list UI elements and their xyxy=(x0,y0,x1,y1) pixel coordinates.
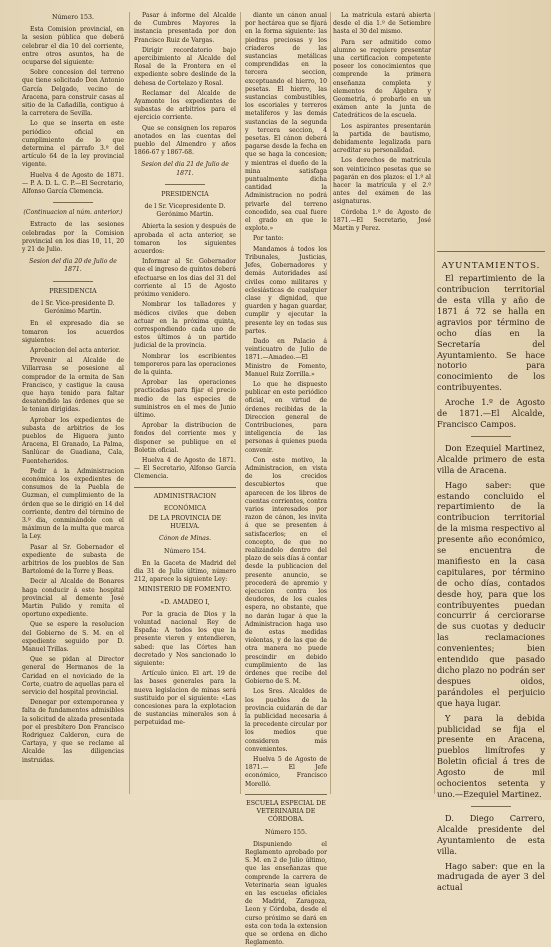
column-3 xyxy=(245,12,327,947)
presidency-name: de l Sr. Vicepresidente D. Gerónimo Martin. xyxy=(144,203,226,219)
paragraph: El repartimiento de la contribucion territorial de esta villa y año de 1871 á 72 se halla en agravios por término de ocho días en la Secretaría del Ayuntamiento. Se hace notorio para conocimiento de los contribuyentes. xyxy=(437,273,545,393)
paragraph: Dispuniendo el Reglamento aprobado por S. M. en 2 de Julio último, que las enseñanzas que comprende la carrera de Veterinaria sean iguales en las escuelas oficiales de Madrid, Zaragoza, Leon y Córdoba, desde el curso próximo se dará en esta con toda la extension que se ordena en dicho Reglamento. xyxy=(245,840,327,947)
paragraph: Que se espere la resolucion del Gobierno de S. M. en el expediente seguido por D. Manuel Trillas. xyxy=(22,621,124,654)
presidency-heading: PRESIDENCIA xyxy=(161,190,209,198)
session-title: Sesion del dia 20 de Julio de 1871. xyxy=(29,258,117,274)
column-rule xyxy=(129,12,130,794)
paragraph: Mandamos á todos los Tribunales, Justicias, Jefes, Gobernadores y demás Autoridades así civiles como militares y eclesiásticas de cualquier clase y dignidad, que guarden y hagan guardar, cumplir y ejecutar la presente ley en todas sus partes. xyxy=(245,245,327,335)
section-subheading: DE LA PROVINCIA DE HUELVA. xyxy=(148,514,222,531)
paragraph: diante un cánon anual por hectárea que se fijará en la forma siguiente: las piedras preciosas y los criaderos de las sustancias metálicas comprendidas en la tercera seccion, exceptuando el hierro, 10 pesetas. El hierro, las sustancias combustibles, los escoriales y terreros metalíferos y las demás sustancias de la segunda y tercera seccion, 4 pesetas. El cánon deberá pagarse desde la fecha en que se haga la concesion; y mientras el dueño de la mina satisfaga puntualmente dicha cantidad la Administracion no podrá privarle del terreno concedido, sea cual fuere el grado en que le explote.» xyxy=(245,12,327,233)
paragraph: Pedir á la Administracion económica los expedientes de consumos de la Puebla de Guzman, el cumplimiento de la órden que se le dirigió en 14 del corriente, dentro del término de 3.º dia, conminándole con el máximun de la multa que marca la Ley. xyxy=(22,467,124,541)
signature: Aroche 1.º de Agosto de 1871.—El Alcalde, Francisco Campos. xyxy=(437,397,545,429)
separator xyxy=(245,794,327,795)
notice-number: Número 155. xyxy=(264,828,308,836)
separator xyxy=(53,281,93,282)
column-5 xyxy=(437,246,545,893)
separator xyxy=(165,184,205,185)
presidency-heading: PRESIDENCIA xyxy=(49,287,97,295)
paragraph: Extracto de las sesiones celebradas por la Comision provincial en los dias 10, 11, 20 y 21 de Julio. xyxy=(22,221,124,254)
paragraph: Abierta la sesion y después de aprobada el acta anterior, se tomaron los siguientes acuerdos: xyxy=(134,223,236,256)
paragraph: Aprobacion del acta anterior. xyxy=(30,346,121,354)
separator xyxy=(53,202,93,203)
column-rule xyxy=(330,12,331,794)
paragraph: Pasar al Sr. Gobernador el expediente de subasta de arbitrios de los pueblos de San Bartolomé de la Torre y Beas. xyxy=(22,543,124,576)
king-heading: «D. AMADEO I, xyxy=(160,598,210,606)
session-title: Sesion del dia 21 de Julio de 1871. xyxy=(141,161,229,177)
section-subheading: ECONÓMICA xyxy=(163,504,207,512)
paragraph: Decir al Alcalde de Bonares haga conducir á este hospital provincial al demente José Martin Pulido y remita el oportuno expediente. xyxy=(22,578,124,619)
column-rule xyxy=(434,12,435,794)
column-4 xyxy=(333,12,431,794)
presidency-name: de l Sr. Vice-presidente D. Gerónimo Martin. xyxy=(31,299,115,316)
notice-number: Número 153. xyxy=(51,14,95,21)
paragraph: Denegar por extemporanea y falta de fundamentos admisibles la solicitud de alzada presentada por el presbítero Don Francisco Rodriguez Calderon, cura de Cartaya, y que se reclame al Alcalde las diligencias instruidas. xyxy=(22,699,124,764)
paragraph: En la Gaceta de Madrid del dia 31 de Julio último, número 212, aparece la siguiente Ley: xyxy=(134,559,236,584)
separator xyxy=(471,436,511,437)
paragraph: Los aspirantes presentarán la partida de bautismo, debidamente legalizada para acreditar su personalidad. xyxy=(333,122,431,155)
paragraph: La matrícula estará abierta desde el dia 1.º de Setiembre hasta el 30 del mismo. xyxy=(333,12,431,36)
paragraph: Informar al Sr. Gobernador que el ingreso de quintos deberá efectuarse en los dias del 31 del corriente al 15 de Agosto próximo venidero. xyxy=(134,258,236,299)
section-heading: ADMINISTRACION xyxy=(153,492,217,500)
paragraph: Por tanto: xyxy=(253,235,284,243)
paragraph: Hago saber: que en la madrugada de ayer 3 del actual xyxy=(437,860,545,893)
paragraph: D. Diego Carrero, Alcalde presidente del Ayuntamiento de esta villa. xyxy=(437,812,545,856)
paragraph: Pasar á informe del Alcalde de Cumbres Mayores la instancia presentada por don Francisco Ruiz de Vargas. xyxy=(134,12,236,44)
paragraph: Nombrar los escribientes temporeros para las operaciones de la quinta. xyxy=(134,352,236,376)
continuation-note: (Continuacion al núm. anterior.) xyxy=(23,209,123,217)
paragraph: En el expresado dia se tomaron los acuerdos siguientes: xyxy=(22,320,124,344)
paragraph: Hago saber: que estando concluido el repartimiento de la contribucion territorial de la misma respectivo al presente año económico, se encuentra de manifiesto en la casa capitulares, por término de ocho días, contados desde hoy, para que los contribuyentes puedan concurrir á cerciorarse de sus cuotas y deducir las reclamaciones convenientes; bien entendido que pasado dicho plazo no podrán ser despues oidos, parándoles el perjuicio que haya lugar. xyxy=(437,479,545,708)
paragraph: Dirigir recordatorio bajo apercibimiento al Alcalde del Rosal de la Frontera en el expediente sobre deslinde de la dehesa de Cortelazo y Rosal. xyxy=(134,46,236,87)
paragraph: Reclamar del Alcalde de Ayamonte los expedientes de subastas de arbitrios para el ejercicio corriente. xyxy=(134,89,236,122)
ministry-heading: MINISTERIO DE FOMENTO. xyxy=(138,586,232,594)
paragraph: Que se consignen los reparos anotados en las cuentas del pueblo del Almendro y años 1866-67 y 1867-68. xyxy=(134,124,236,157)
paragraph: Esta Comision provincial, en la sesion pública que deberá celebrar el dia 10 del corriente, entre otros asuntos, ha de ocuparse del siguiente: xyxy=(22,26,124,67)
paragraph: Aprobar los expedientes de subasta de arbitrios de los pueblos de Higuera junto Aracena, El Granado, La Palma, Sanlúcar de Guadiana, Cala, Fuenteheridos. xyxy=(22,416,124,465)
paragraph: Dado en Palacio á veinticuatro de Julio de 1871.—Amadeo.—El Ministro de Fomento, Manuel Ruiz Zorrilla.» xyxy=(245,337,327,378)
paragraph: Nombrar los talladores y médicos civiles que deben actuar en la próxima quinta, correspondiendo cada uno de estos últimos á un partido judicial de la provincia. xyxy=(134,301,236,350)
paragraph: Para ser admitido como alumno se requiere presentar una certificacion competente poseer los conocimientos que comprende la primera enseñanza completa y elementos de Álgebra y Geometría, ó probarlo en un exámen ante la junta de Catedráticos de la escuela. xyxy=(333,38,431,120)
paragraph: Y para la debida publicidad se fija el presente en Aracena, pueblos limítrofes y Boletin oficial á tres de Agosto de mil ochocientos setenta y uno.—Ezequiel Martinez. xyxy=(437,712,545,799)
separator xyxy=(134,487,236,488)
paragraph: Aprobar la distribucion de fondos del corriente mes y disponer se publique en el Boletin oficial. xyxy=(134,422,236,454)
paragraph: Con este motivo, la Administracion, en vista de los crecidos descubiertos que aparecen de los libros de cuentas corrientes, contra varios interesados por razon de cánon, les invita á que se presenten á satisfacerlos; en el concepto, de que no realizándolo dentro del plazo de seis días á contar desde la publicacion del presente anuncio, se procederá de apremio y ejecucion contra los deudores, de los cuales espera, no obstante, que no darán lugar á que la Administracion haga uso de estas medidas violentas, y de las que de otra manera no puede prescindir en debido cumplimiento de las órdenes que recibe del Gobierno de S. M. xyxy=(245,456,327,686)
column-rule xyxy=(240,12,241,794)
column-2 xyxy=(134,12,236,794)
paragraph: Lo que he dispuesto publicar en este periódico oficial, en virtud de órdenes recibidas de la Direccion general de Contribuciones, para inteligencia de las personas á quienes pueda convenir. xyxy=(245,380,327,454)
separator xyxy=(437,251,545,252)
paragraph: Sobre concesion del terreno que tiene solicitado Don Antonio García Delgado, vecino de Aracena, para construir casas al sitio de la Cañadilla, contiguo á la carretera de Sevilla. xyxy=(22,69,124,118)
paragraph: Por la gracia de Dios y la voluntad nacional Rey de España: A todos los que la presente vieren y entendieren, sabed: que las Córtes han decretado y Nos sancionado lo siguiente: xyxy=(134,610,236,668)
paragraph: Los derechos de matrícula son veinticinco pesetas que se pagarán en dos plazos: el 1.º al hacer la matrícula y el 2.º antes del exámen de las asignaturas. xyxy=(333,157,431,206)
column-1 xyxy=(22,12,124,794)
separator xyxy=(471,806,511,807)
paragraph: Don Ezequiel Martinez, Alcalde primero de esta villa de Aracena. xyxy=(437,442,545,475)
section-heading: AYUNTAMIENTOS. xyxy=(441,261,541,271)
signature: Córdoba 1.º de Agosto de 1871.—El Secretario, José Martin y Perez. xyxy=(333,208,431,233)
paragraph: Artículo único. El art. 19 de las bases generales para la nueva legislacion de minas será sustituido por el siguiente: «Las concesiones para la explotacion de sustancias minerales son á perpetuidad me- xyxy=(134,670,236,727)
signature: Huelva 4 de Agosto de 1871.— El Secretario, Alfonso García Clemencia. xyxy=(134,456,236,481)
signature: Huelva 5 de Agosto de 1871.— El Jefe económico, Francisco Morelló. xyxy=(245,756,327,788)
paragraph: Los Sres. Alcaldes de los pueblos de la provincia cuidarán de dar la publicidad necesaria á la precedente circular por los medios que consideren más convenientes. xyxy=(245,688,327,753)
paragraph: Prevenir al Alcalde de Villarrasa se posesione al comprador de la ermita de San Francisco, y castigue la causa que haya tenido para faltar desatendido las órdenes que se le tenian dirigidas. xyxy=(22,357,124,414)
paragraph: Lo que se inserta en este periódico oficial en cumplimiento de lo que determina el párrafo 3.º del artículo 64 de la ley provincial vigente. xyxy=(22,120,124,169)
section-heading: ESCUELA ESPECIAL DE VETERINARIA DE CÓRDOBA. xyxy=(246,799,326,824)
paragraph: Aprobar las operaciones practicadas para fijar el precio medio de las especies de suministros en el mes de Junio último. xyxy=(134,379,236,419)
signature: Huelva 4 de Agosto de 1871.— P. A. D. L. C. P.—El Secretario, Alfonso García Clemencia. xyxy=(22,171,124,196)
paragraph: Que se pidan al Director general de Hermanos de la Caridad en el noviciado de la Corte, cuatro de aquellas para el servicio del hospital provincial. xyxy=(22,656,124,697)
notice-topic: Cónon de Minas. xyxy=(158,535,212,543)
notice-number: Número 154. xyxy=(163,547,207,555)
